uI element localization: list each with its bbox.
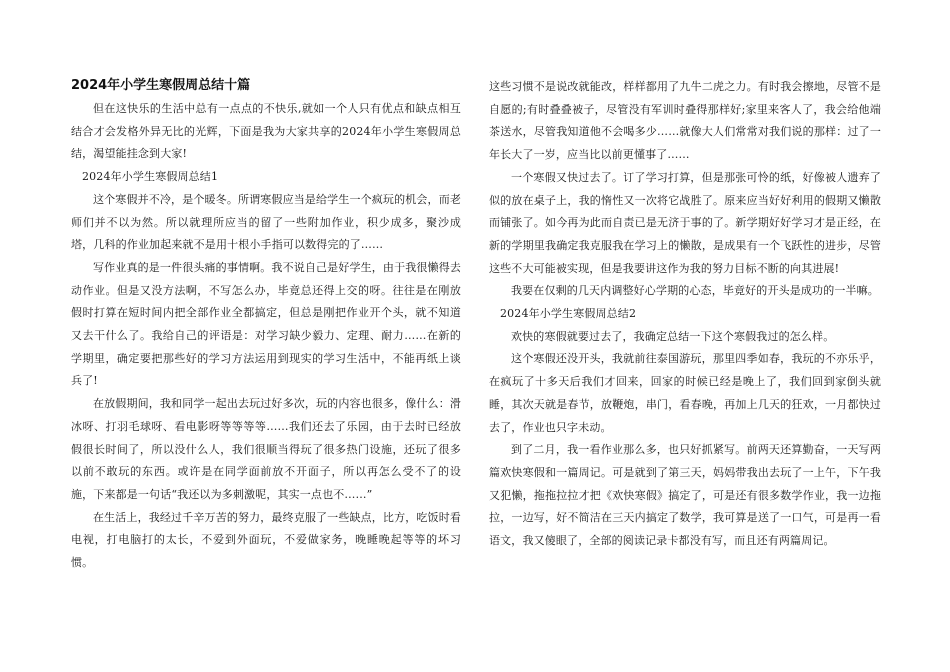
right-column [489,76,881,553]
paragraph: 在生活上，我经过千辛万苦的努力，最终克服了一些缺点，比方，吃饭时看电视，打电脑打的太长，不爱到外面玩，不爱做家务，晚睡晚起等等的坏习惯。 [71,510,461,570]
left-column [71,76,461,575]
paragraph: 这个寒假并不冷，是个暖冬。所谓寒假应当是给学生一个疯玩的机会，而老师们并不以为然。所以就理所应当的留了一些附加作业，积少成多，聚沙成塔，几科的作业加起来就不是用十根小手指可以数得完的了…… [71,192,461,252]
page-title: 2024年小学生寒假周总结十篇 [71,78,251,93]
intro-paragraph: 但在这快乐的生活中总有一点点的不快乐,就如一个人只有优点和缺点相互结合才会发格外异无比的光辉，下面是我为大家共享的2024年小学生寒假周总结，渴望能挂念到大家! [71,102,461,161]
paragraph: 我要在仅剩的几天内调整好心学期的心态，毕竟好的开头是成功的一半嘛。 [511,284,879,298]
paragraph: 这个寒假还没开头，我就前往泰国游玩，那里四季如春，我玩的不亦乐乎，在疯玩了十多天后我们才回来，回家的时候已经是晚上了，我们回到家倒头就睡，其次天就是春节，放鞭炮，串门，看春晚，再加上几天的狂欢，一月都快过去了，作业也只字未动。 [489,352,881,434]
paragraph: 在放假期间，我和同学一起出去玩过好多次，玩的内容也很多，像什么：滑冰呀、打羽毛球呀、看电影呀等等等等……我们还去了乐园，由于去时已经放假很长时间了，所以没什么人，我们很顺当得玩了很多热门设施，还玩了很多以前不敢玩的东西。或许是在同学面前放不开面子，所以再怎么受不了的设施，下来都是一句话“我还以为多刺激呢，其实一点也不……” [71,397,461,501]
paragraph: 到了二月，我一看作业那么多，也只好抓紧写。前两天还算勤奋，一天写两篇欢快寒假和一篇周记。可是就到了第三天，妈妈带我出去玩了一上午，下午我又犯懒，拖拖拉拉才把《欢快寒假》搞定了，可是还有很多数学作业，我一边拖拉，一边写，好不简洁在三天内搞定了数学，我可算是送了一口气，可是再一看语文，我又傻眼了，全部的阅读记录卡都没有写，而且还有两篇周记。 [489,443,881,548]
paragraph: 欢快的寒假就要过去了，我确定总结一下这个寒假我过的怎么样。 [511,329,835,343]
paragraph: 一个寒假又快过去了。订了学习打算，但是那张可怜的纸，好像被人遗弃了似的放在桌子上，我的惰性又一次将它战胜了。原来应当好好利用的假期又懒散而铺张了。如今再为此而自责已是无济于事的了。新学期好好学习才是正经，在新的学期里我确定我克服我在学习上的懒散，是成果有一个飞跃性的进步，尽管这些不大可能被实现，但是我要讲这作为我的努力目标不断的向其进展! [489,170,881,275]
section-heading-1: 2024年小学生寒假周总结1 [82,170,219,184]
continued-paragraph: 这些习惯不是说改就能改，样样都用了九牛二虎之力。有时我会擦地，尽管不是自愿的;有时叠叠被子，尽管没有军训时叠得那样好;家里来客人了，我会给他端茶送水，尽管我知道他不会喝多少……就像大人们常常对我们说的那样：过了一年长大了一岁，应当比以前更懂事了…… [489,80,881,162]
paragraph: 写作业真的是一件很头痛的事情啊。我不说自己是好学生，由于我很懒得去动作业。但是又没方法啊，不写怎么办，毕竟总还得上交的呀。往往是在刚放假时打算在短时间内把全部作业全都搞定，但总是刚把作业开个头，就不知道又去干什么了。我给自己的评语是：对学习缺少毅力、定理、耐力……在新的学期里，确定要把那些好的学习方法运用到现实的学习生活中，不能再纸上谈兵了! [71,260,461,388]
section-heading-2: 2024年小学生寒假周总结2 [500,307,637,321]
